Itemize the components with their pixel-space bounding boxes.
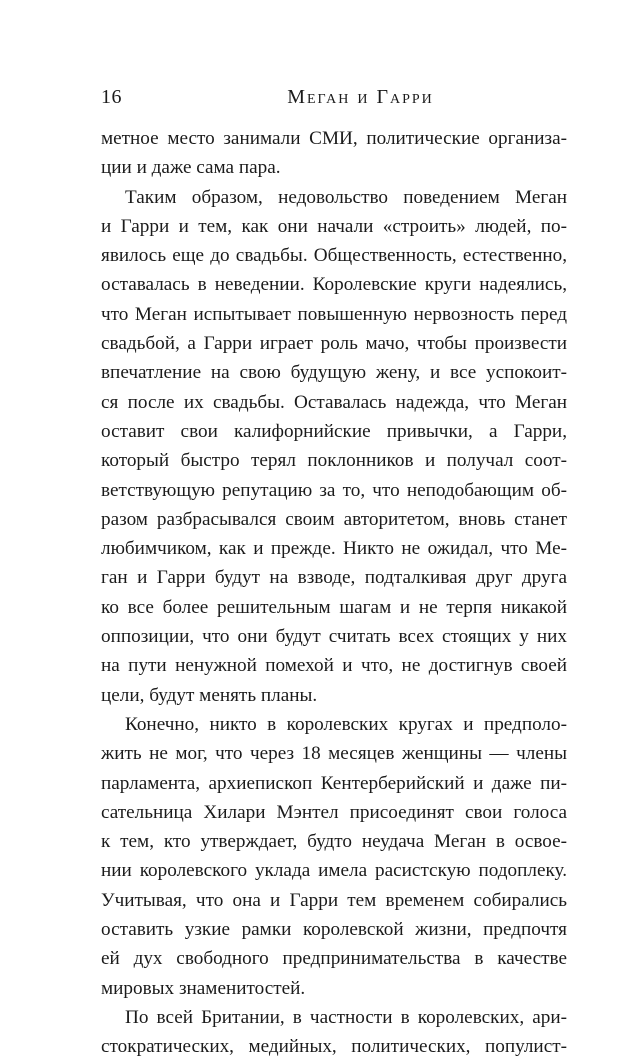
text-line: цели, будут менять планы. xyxy=(101,684,318,706)
text-line: нии королевского уклада имела расистскую подоплеку. xyxy=(101,860,567,882)
running-title: Меган и Гарри xyxy=(287,86,434,108)
text-line: свадьбой, а Гарри играет роль мачо, чтобы произвести xyxy=(101,333,567,355)
text-line: ей дух свободного предпринимательства в качестве xyxy=(101,948,567,970)
text-line: жить не мог, что через 18 месяцев женщины — члены xyxy=(101,743,567,765)
text-line: любимчиком, как и прежде. Никто не ожидал, что Ме- xyxy=(101,538,567,560)
text-line: метное место занимали СМИ, политические организа- xyxy=(101,128,567,149)
text-line: явилось еще до свадьбы. Общественность, естественно, xyxy=(101,245,567,267)
text-line: что Меган испытывает повышенную нервозность перед xyxy=(101,303,567,325)
text-line: впечатление на свою будущую жену, и все успокоит- xyxy=(101,362,567,384)
text-line: разом разбрасывался своим авторитетом, вновь станет xyxy=(101,508,567,530)
text-line: и Гарри и тем, как они начали «строить» людей, по- xyxy=(101,215,567,237)
text-line: оставит свои калифорнийские привычки, а Гарри, xyxy=(101,420,567,442)
text-line: который быстро терял поклонников и получал соот- xyxy=(101,450,567,472)
text-line: парламента, архиепископ Кентерберийский и даже пи- xyxy=(101,772,567,794)
text-line: По всей Британии, в частности в королевских, ари- xyxy=(125,1006,567,1028)
page-number: 16 xyxy=(101,86,122,108)
text-line: ган и Гарри будут на взводе, подталкивая друг друга xyxy=(101,567,567,589)
text-line: ветствующую репутацию за то, что неподобающим об- xyxy=(101,479,567,501)
text-line: Таким образом, недовольство поведением Меган xyxy=(125,186,567,208)
body-text xyxy=(101,124,567,1062)
text-line: ции и даже сама пара. xyxy=(101,157,281,179)
text-line: к тем, кто утверждает, будто неудача Меган в освое- xyxy=(101,831,567,853)
text-line: оставить узкие рамки королевской жизни, предпочтя xyxy=(101,919,567,941)
text-line: сательница Хилари Мэнтел присоединят свои голоса xyxy=(101,801,567,823)
text-line: стократических, медийных, политических, популист- xyxy=(101,1036,567,1058)
text-line: Учитывая, что она и Гарри тем временем собирались xyxy=(101,889,567,911)
text-line: Конечно, никто в королевских кругах и предполо- xyxy=(125,713,567,735)
text-line: ко все более решительным шагам и не терпя никакой xyxy=(101,596,567,618)
text-line: на пути ненужной помехой и что, не достигнув своей xyxy=(101,655,567,677)
page-header xyxy=(101,86,560,116)
text-line: ся после их свадьбы. Оставалась надежда, что Меган xyxy=(101,391,567,413)
text-line: оппозиции, что они будут считать всех стоящих у них xyxy=(101,626,567,648)
text-line: мировых знаменитостей. xyxy=(101,977,306,999)
text-line: оставалась в неведении. Королевские круги надеялись, xyxy=(101,274,567,296)
